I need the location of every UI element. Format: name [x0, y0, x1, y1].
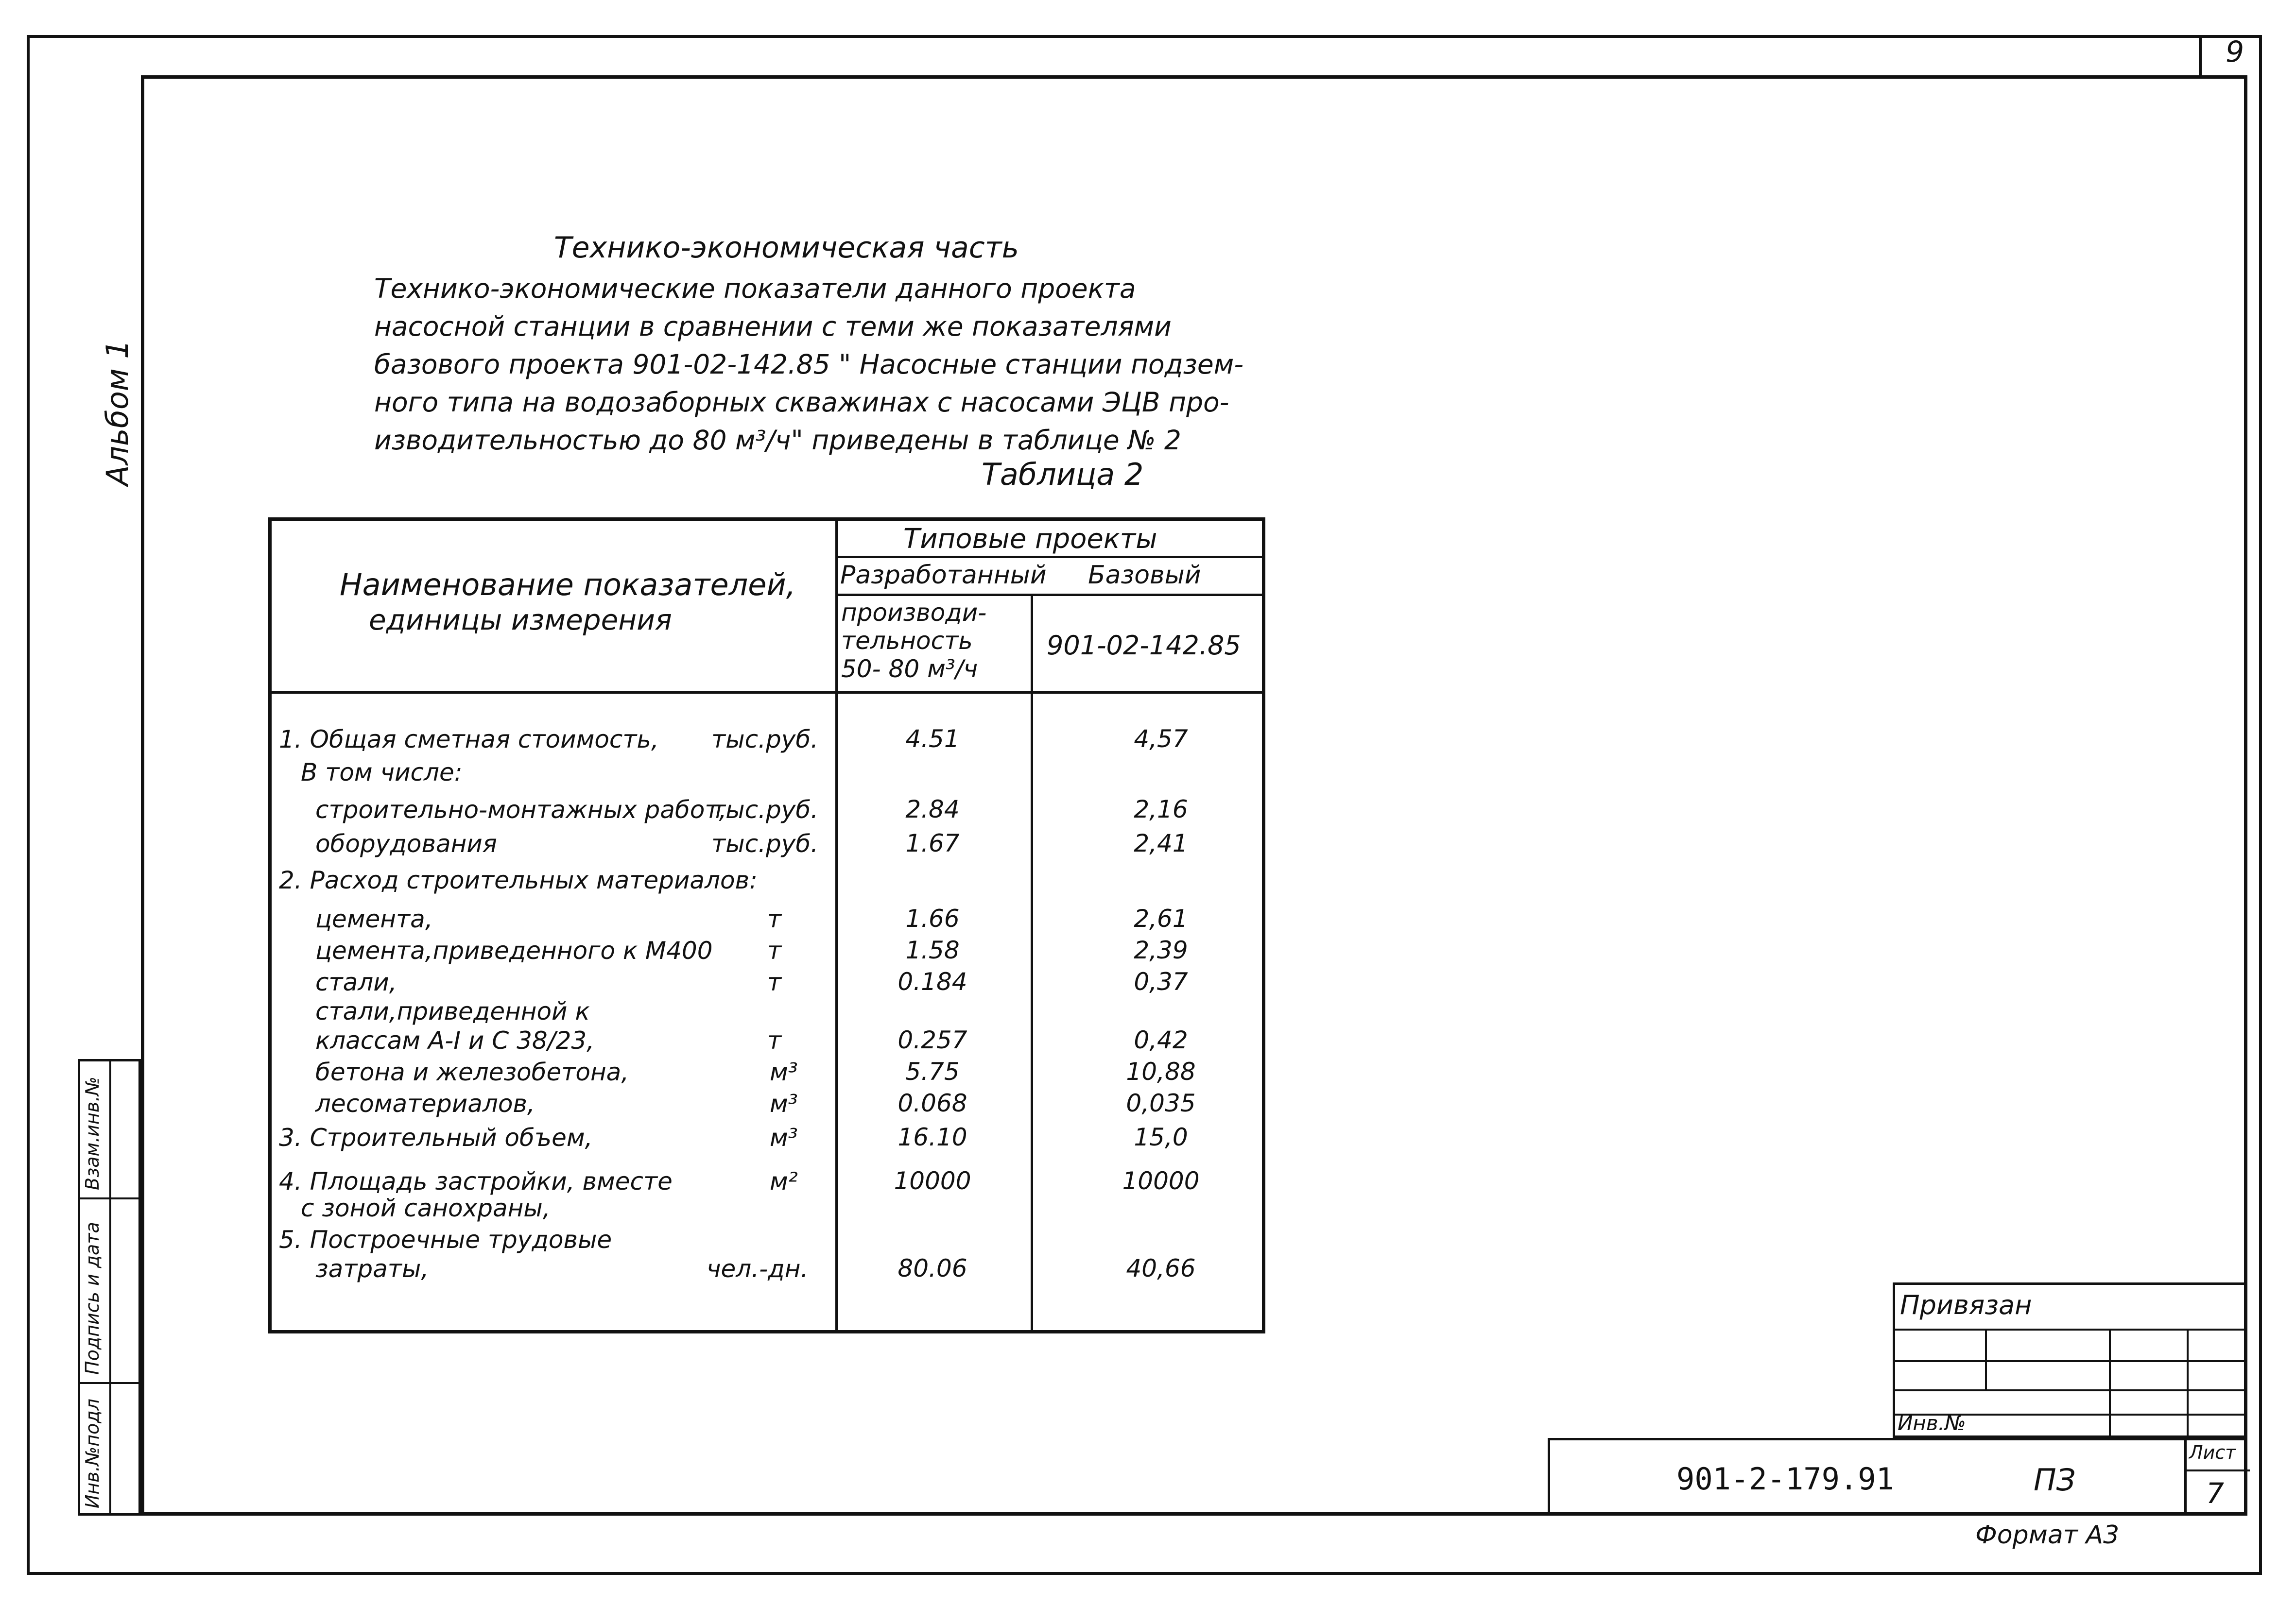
- privyazan-label: Привязан: [1900, 1290, 2032, 1320]
- table-row-developed-value: 80.06: [898, 1254, 967, 1282]
- table-row-name: 3. Строительный объем,: [279, 1124, 593, 1152]
- intro-line: ного типа на водозаборных скважинах с насосами ЭЦВ про-: [374, 387, 1229, 418]
- table-row-developed-value: 1.66: [905, 905, 960, 933]
- table-row-base-value: 4,57: [1134, 725, 1188, 753]
- intro-line: насосной станции в сравнении с теми же показателями: [374, 311, 1172, 342]
- table-row-unit: м³: [770, 1058, 798, 1086]
- stamp-inv-orig: Инв.№подл: [82, 1399, 103, 1508]
- table-row-developed-value: 0.184: [898, 968, 967, 996]
- table-row-unit: т: [767, 968, 782, 996]
- table-row-base-value: 0,035: [1126, 1089, 1196, 1117]
- format-label: Формат А3: [1975, 1521, 2120, 1550]
- table-row-unit: тыс.руб.: [711, 830, 819, 858]
- table-row-name: цемента,: [315, 905, 433, 933]
- table-row-base-value: 10000: [1122, 1167, 1200, 1195]
- table-row-base-value: 2,39: [1134, 936, 1188, 964]
- table-row-unit: тыс.руб.: [711, 796, 819, 824]
- table-row-name: бетона и железобетона,: [315, 1058, 629, 1086]
- table-row-base-value: 0,42: [1134, 1026, 1188, 1054]
- table-row-developed-value: 0.257: [898, 1026, 967, 1054]
- title-block-main: [1548, 1438, 2247, 1516]
- table-row-developed-value: 16.10: [898, 1123, 967, 1151]
- table-row-developed-value: 0.068: [898, 1089, 967, 1117]
- table-row-developed-value: 2.84: [905, 795, 960, 823]
- table-row-base-value: 0,37: [1134, 968, 1188, 996]
- table-row-unit: т: [767, 1026, 782, 1055]
- table-row-unit: чел.-дн.: [707, 1255, 809, 1283]
- table-row-unit: тыс.руб.: [711, 725, 819, 753]
- table-row-name: 4. Площадь застройки, вместе: [279, 1167, 673, 1196]
- table-row-unit: т: [767, 905, 782, 933]
- table-row-developed-value: 10000: [894, 1167, 971, 1195]
- table-row-name: 5. Построечные трудовые: [279, 1226, 612, 1254]
- table-row-developed-value: 5.75: [905, 1058, 960, 1086]
- section-code: ПЗ: [2034, 1462, 2076, 1498]
- intro-line: базового проекта 901-02-142.85 " Насосные станции подзем-: [374, 349, 1244, 380]
- intro-line: изводительностью до 80 м³/ч" приведены в таблице № 2: [374, 425, 1181, 456]
- header-dev-sub: производи- тельность 50- 80 м³/ч: [841, 598, 987, 683]
- sheet-label: Лист: [2189, 1442, 2236, 1463]
- header-name-line1: Наименование показателей,: [340, 567, 796, 602]
- table-row-developed-value: 4.51: [905, 725, 960, 753]
- sheet-number: 7: [2206, 1477, 2224, 1510]
- header-base-sub: 901-02-142.85: [1047, 630, 1241, 661]
- table-row-base-value: 2,41: [1134, 829, 1188, 857]
- page-number-divider: [2199, 38, 2202, 77]
- table-row-unit: м³: [770, 1124, 798, 1152]
- table-row-base-value: 40,66: [1126, 1254, 1196, 1282]
- table-row-unit: м²: [770, 1167, 798, 1196]
- table-row-name: стали,приведенной к: [315, 997, 590, 1025]
- table-row-unit: м³: [770, 1090, 798, 1118]
- table-row-name: цемента,приведенного к М400: [315, 937, 713, 965]
- table-row-name: лесоматериалов,: [315, 1090, 535, 1118]
- table-row-developed-value: 1.58: [905, 936, 960, 964]
- indicators-table: [268, 517, 1265, 1333]
- page-number-top: 9: [2226, 35, 2244, 69]
- table-row-base-value: 10,88: [1126, 1058, 1196, 1086]
- table-row-name: строительно-монтажных работ,: [315, 796, 727, 824]
- right-edge-mark: [2245, 75, 2247, 566]
- inv-no-label: Инв.№: [1898, 1411, 1966, 1435]
- intro-line: Технико-экономические показатели данного проекта: [374, 273, 1136, 304]
- table-row-name: затраты,: [315, 1255, 429, 1283]
- table-row-base-value: 2,61: [1134, 905, 1188, 933]
- table-row-name: оборудования: [315, 830, 497, 858]
- document-code: 901-2-179.91: [1676, 1461, 1894, 1497]
- table-row-base-value: 2,16: [1134, 795, 1188, 823]
- stamp-sign-date: Подпись и дата: [82, 1222, 103, 1375]
- album-label: Альбом 1: [100, 340, 135, 486]
- header-typical-projects: Типовые проекты: [903, 523, 1157, 555]
- table-caption: Таблица 2: [982, 457, 1144, 492]
- intro-paragraph: [374, 270, 1243, 459]
- table-row-name: классам А-I и С 38/23,: [315, 1026, 595, 1055]
- table-row-name: 1. Общая сметная стоимость,: [279, 725, 659, 753]
- table-row-name: с зоной санохраны,: [301, 1194, 551, 1222]
- table-row-name: В том числе:: [301, 758, 463, 786]
- table-row-base-value: 15,0: [1134, 1123, 1188, 1151]
- header-developed: Разработанный: [840, 561, 1047, 590]
- header-base: Базовый: [1088, 561, 1201, 590]
- section-heading: Технико-экономическая часть: [554, 231, 1019, 265]
- stamp-replace-inv: Взам.инв.№: [82, 1076, 103, 1190]
- table-row-unit: т: [767, 937, 782, 965]
- table-row-name: стали,: [315, 968, 397, 996]
- header-name-line2: единицы измерения: [369, 603, 672, 636]
- table-row-developed-value: 1.67: [905, 829, 960, 857]
- table-row-name: 2. Расход строительных материалов:: [279, 866, 758, 894]
